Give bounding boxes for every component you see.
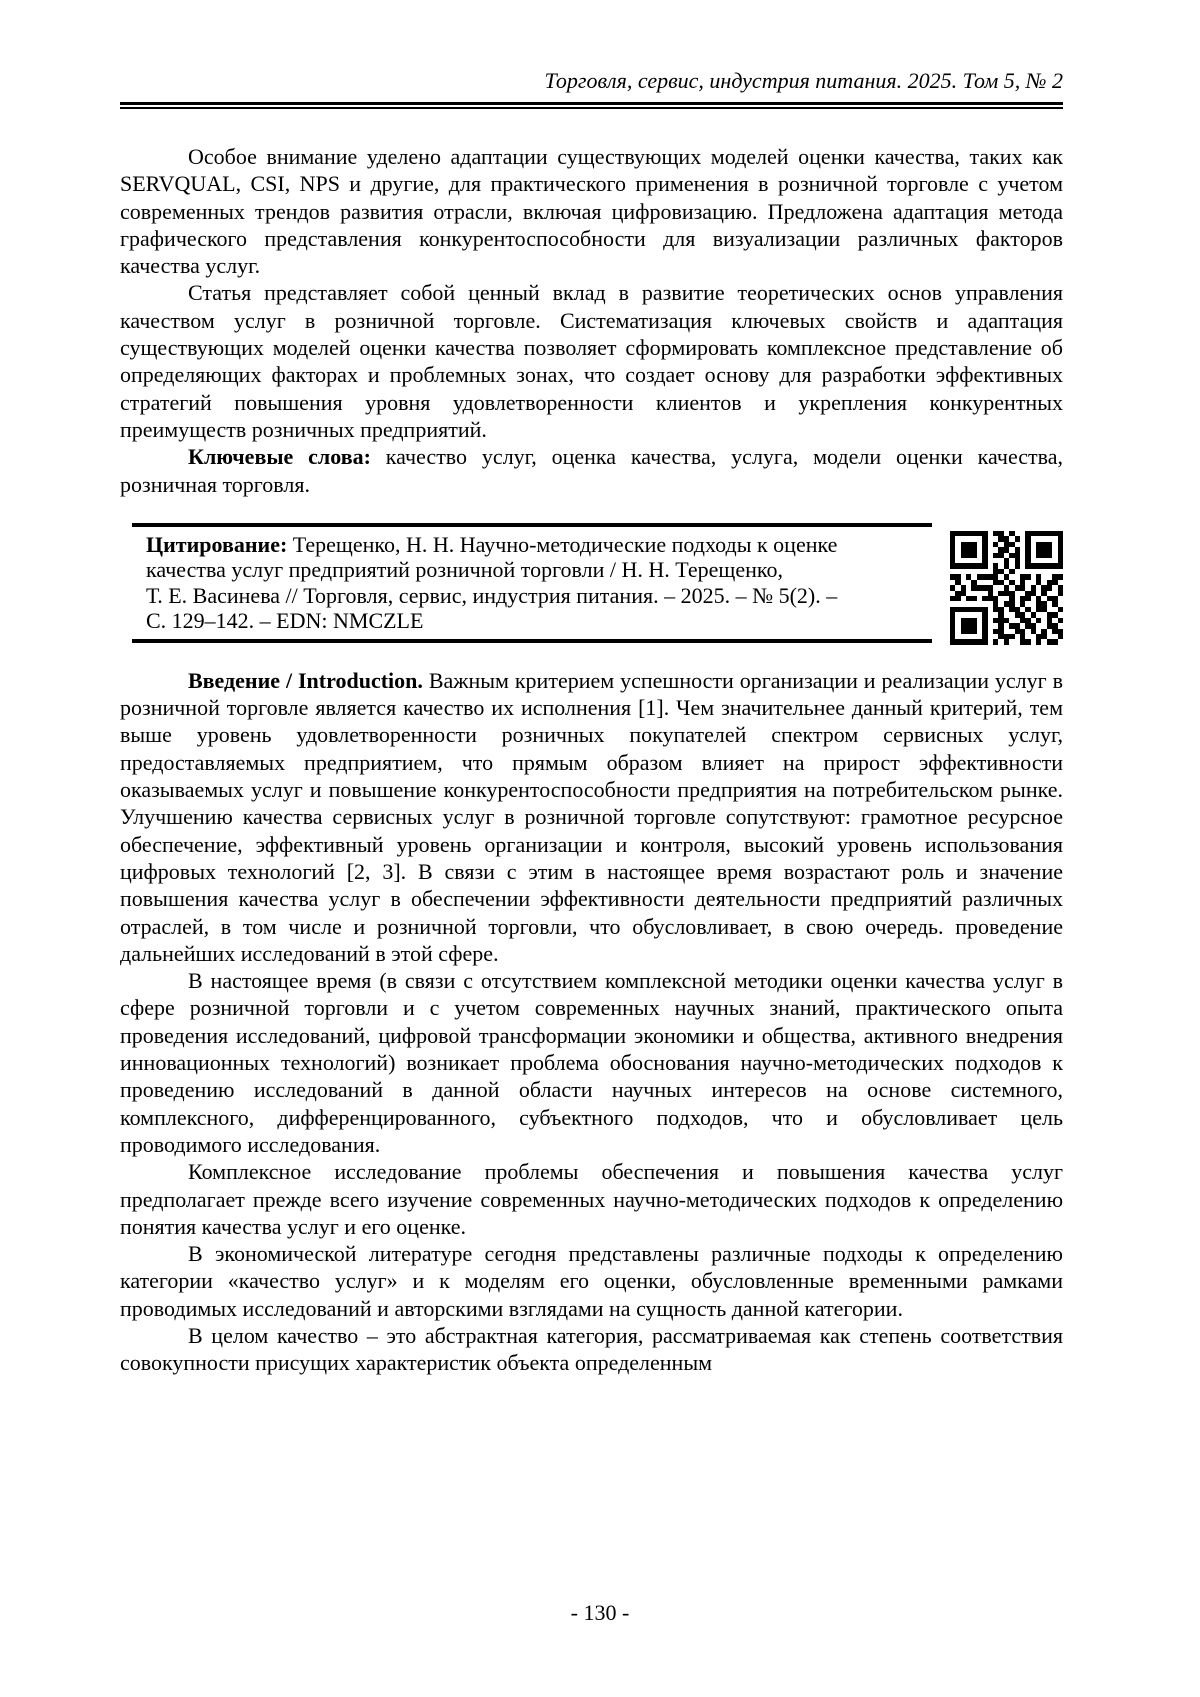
header-rule [120, 102, 1063, 109]
running-head: Торговля, сервис, индустрия питания. 2025. Том 5, № 2 [544, 68, 1063, 93]
citation-block [120, 523, 1063, 645]
introduction-paragraph-5: В целом качество – это абстрактная категория, рассматриваемая как степень соответствия совокупности присущих характеристик объекта определенным [120, 1322, 1063, 1376]
page-content [120, 0, 1063, 1377]
introduction-paragraph-1 [120, 667, 1063, 967]
introduction-section [120, 667, 1063, 1377]
abstract-paragraph-2: Статья представляет собой ценный вклад в развитие теоретических основ управления качеством услуг в розничной торговле. Систематизация ключевых свойств и адаптация существующих моделей оценки качества позволяет сформировать комплексное представление об определяющих факторах и проблемных зонах, что создает основу для разработки эффективных стратегий повышения уровня удовлетворенности клиентов и укрепления конкурентных преимуществ розничных предприятий. [120, 280, 1063, 442]
citation-box [132, 523, 932, 643]
keywords-paragraph [120, 443, 1063, 498]
keywords-text: качество услуг, оценка качества, услуга, модели оценки качества, розничная торговля. [120, 444, 1063, 497]
introduction-paragraph-4: В экономической литературе сегодня представлены различные подходы к определению категории «качество услуг» и к моделям его оценки, обусловленные временными рамками проводимых исследований и авторскими взглядами на сущность данной категории. [120, 1241, 1063, 1321]
citation-line-4: С. 129–142. – EDN: NMCZLE [146, 608, 424, 634]
citation-line-3: Т. Е. Васинева // Торговля, сервис, индустрия питания. – 2025. – № 5(2). – [146, 582, 838, 608]
qr-code-icon [950, 531, 1063, 645]
citation-line-1-text: Терещенко, Н. Н. Научно-методические подходы к оценке [287, 531, 838, 557]
keywords-label: Ключевые слова: [188, 444, 371, 470]
introduction-paragraph-1-text: Важным критерием успешности организации и реализации услуг в розничной торговле является качество их исполнения [1]. Чем значительнее данный критерий, тем выше уровень удовлетворенности розничных покупателей спектром сервисных услуг, предоставляемых предприятием, что прямым образом влияет на прирост эффективности оказываемых услуг и повышение конкурентоспособности предприятия на потребительском рынке. Улучшению качества сервисных услуг в розничной торговле сопутствуют: грамотное ресурсное обеспечение, эффективный уровень организации и контроля, высокий уровень использования цифровых технологий [2, 3]. В связи с этим в настоящее время возрастают роль и значение повышения качества услуг в обеспечении эффективности деятельности предприятий различных отраслей, в том числе и розничной торговли, что обусловливает, в свою очередь. проведение дальнейших исследований в этой сфере. [120, 667, 1063, 966]
page-number: - 130 - [570, 1600, 630, 1625]
citation-label: Цитирование: [146, 531, 288, 557]
abstract-paragraph-1: Особое внимание уделено адаптации существующих моделей оценки качества, таких как SERVQUAL, CSI, NPS и другие, для практического применения в розничной торговле с учетом современных трендов развития отрасли, включая цифровизацию. Предложена адаптация метода графического представления конкурентоспособности для визуализации различных факторов качества услуг. [120, 144, 1063, 279]
introduction-paragraph-3: Комплексное исследование проблемы обеспечения и повышения качества услуг предполагает прежде всего изучение современных научно-методических подходов к определению понятия качества услуг и его оценке. [120, 1159, 1063, 1239]
introduction-heading: Введение / Introduction. [188, 667, 423, 693]
introduction-paragraph-2: В настоящее время (в связи с отсутствием комплексной методики оценки качества услуг в сфере розничной торговли и с учетом современных научных знаний, практического опыта проведения исследований, цифровой трансформации экономики и общества, активного внедрения инновационных технологий) возникает проблема обоснования научно-методических подходов к проведению исследований в данной области научных интересов на основе системного, комплексного, дифференцированного, субъектного подходов, что и обусловливает цель проводимого исследования. [120, 968, 1063, 1157]
abstract-section [120, 143, 1063, 498]
citation-line-2: качества услуг предприятий розничной торговли / Н. Н. Терещенко, [146, 557, 783, 583]
citation-line-1 [146, 532, 926, 558]
